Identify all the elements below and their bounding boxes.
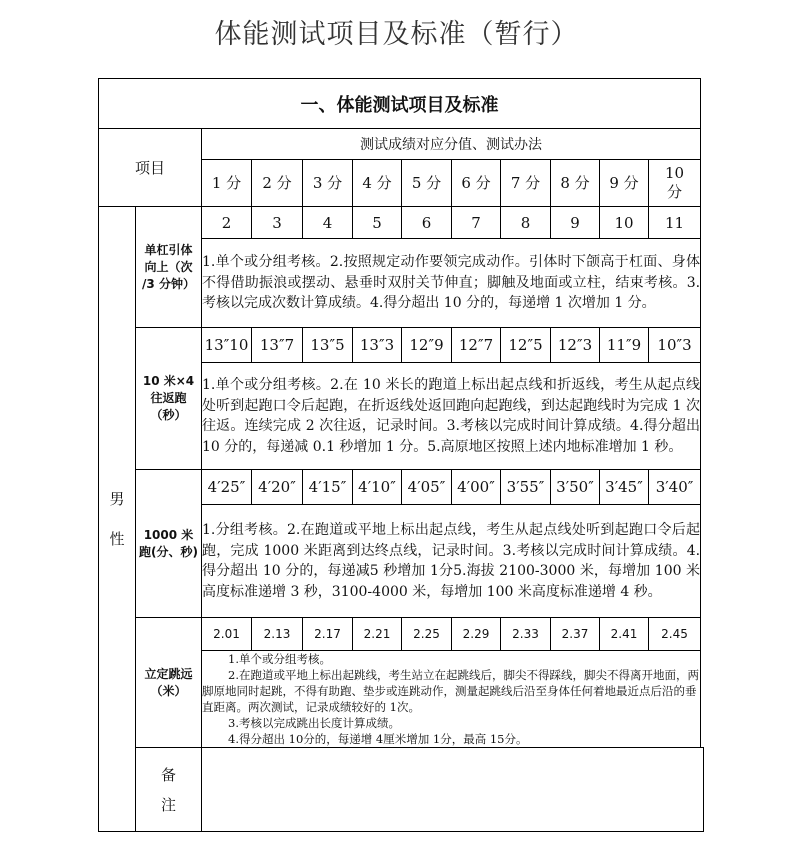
value-cell: 13″3	[353, 328, 402, 363]
score-header: 5 分	[402, 160, 452, 207]
value-cell: 13″5	[303, 328, 353, 363]
method-line: 1.单个或分组考核。	[228, 652, 331, 666]
item-name-line: 立定跳远	[144, 666, 193, 681]
item-name-line: （秒）	[150, 408, 187, 422]
score-header: 6 分	[452, 160, 501, 207]
score-header: 1 分	[202, 160, 252, 207]
value-cell: 2.21	[353, 618, 402, 651]
score-header: 10 分	[649, 160, 701, 207]
item-header: 项目	[99, 129, 202, 207]
value-cell: 5	[353, 207, 402, 239]
page-title: 体能测试项目及标准（暂行）	[214, 19, 579, 50]
value-cell: 2	[202, 207, 252, 239]
pullup-values-row	[99, 207, 704, 239]
value-cell: 2.45	[649, 618, 701, 651]
remark-label	[136, 748, 202, 832]
value-cell: 12″7	[452, 328, 501, 363]
section-title: 一、体能测试项目及标准	[99, 79, 701, 129]
method-text	[202, 651, 701, 748]
gender-label: 性	[109, 530, 125, 548]
value-cell: 4′25″	[202, 470, 252, 505]
score-group-header: 测试成绩对应分值、测试办法	[202, 129, 701, 160]
value-cell: 2.41	[600, 618, 649, 651]
method-line: 3.考核以完成跳出长度计算成绩。	[228, 716, 400, 730]
value-cell: 6	[402, 207, 452, 239]
value-cell: 4′00″	[452, 470, 501, 505]
shuttle-values-row	[99, 328, 704, 363]
value-cell: 4′05″	[402, 470, 452, 505]
longjump-values-row	[99, 618, 704, 651]
value-cell: 4′20″	[252, 470, 303, 505]
item-name-line: 单杠引体	[144, 242, 193, 257]
value-cell: 11	[649, 207, 701, 239]
value-cell: 3′55″	[501, 470, 551, 505]
remark-label-char: 备	[160, 765, 176, 784]
gender-label: 男	[109, 490, 125, 508]
value-cell: 3′45″	[600, 470, 649, 505]
value-cell: 2.33	[501, 618, 551, 651]
value-cell: 3	[252, 207, 303, 239]
value-cell: 10	[600, 207, 649, 239]
item-name-line: 1000 米	[143, 527, 194, 542]
score-header: 9 分	[600, 160, 649, 207]
remark-content	[202, 748, 704, 832]
value-cell: 8	[501, 207, 551, 239]
score-header: 7 分	[501, 160, 551, 207]
value-cell: 7	[452, 207, 501, 239]
value-cell: 12″3	[551, 328, 600, 363]
run1000-values-row	[99, 470, 704, 505]
value-cell: 11″9	[600, 328, 649, 363]
score-header: 3 分	[303, 160, 353, 207]
value-cell: 13″7	[252, 328, 303, 363]
method-text: 1.分组考核。2.在跑道或平地上标出起点线，考生从起点线处听到起跑口令后起跑，完成 1000 米距离到达终点线，记录时间。3.考核以完成时间计算成绩。4.得分超出 10 分的，每递减5 秒增加 1分5.海拔 2100-3000 米，每增加 100 米高度标准递增 3 秒，3100-4000 米，每增加 100 米高度标准递增 4 秒。	[202, 505, 701, 618]
value-cell: 12″5	[501, 328, 551, 363]
value-cell: 12″9	[402, 328, 452, 363]
value-cell: 2.29	[452, 618, 501, 651]
item-name-line: 往返跑	[150, 391, 187, 405]
value-cell: 10″3	[649, 328, 701, 363]
value-cell: 2.17	[303, 618, 353, 651]
value-cell: 4	[303, 207, 353, 239]
item-name-run1000	[136, 470, 202, 618]
item-name-line: 10 米×4	[142, 374, 195, 388]
method-line: 4.得分超出 10分的，每递增 4厘米增加 1分，最高 15分。	[228, 732, 528, 746]
standards-table	[98, 78, 704, 832]
value-cell: 3′40″	[649, 470, 701, 505]
item-name-shuttle	[136, 328, 202, 470]
value-cell: 13″10	[202, 328, 252, 363]
item-name-line: /3 分钟）	[142, 276, 195, 291]
item-name-line: （米）	[150, 683, 187, 698]
item-name-pullup	[136, 207, 202, 328]
item-name-line: 向上（次	[144, 259, 193, 274]
item-name-line: 跑(分、秒)	[139, 544, 198, 559]
method-text: 1.单个或分组考核。2.按照规定动作要领完成动作。引体时下颌高于杠面、身体不得借助振浪或摆动、悬垂时双肘关节伸直；脚触及地面或立柱，结束考核。3.考核以完成次数计算成绩。4.得分超出 10 分的，每递增 1 次增加 1 分。	[202, 239, 701, 328]
remark-label-char: 注	[160, 795, 176, 814]
value-cell: 4′15″	[303, 470, 353, 505]
value-cell: 2.01	[202, 618, 252, 651]
score-header: 4 分	[353, 160, 402, 207]
gender-cell	[99, 207, 136, 832]
value-cell: 4′10″	[353, 470, 402, 505]
method-line: 2.在跑道或平地上标出起跳线，考生站立在起跳线后，脚尖不得踩线，脚尖不得离开地面，两脚原地同时起跳，不得有助跑、垫步或连跳动作，测量起跳线后沿至身体任何着地最近点后沿的垂直距离。两次测试，记录成绩较好的 1次。	[202, 668, 699, 714]
value-cell: 3′50″	[551, 470, 600, 505]
score-header: 2 分	[252, 160, 303, 207]
value-cell: 2.37	[551, 618, 600, 651]
method-text: 1.单个或分组考核。2.在 10 米长的跑道上标出起点线和折返线，考生从起点线处听到起跑口令后起跑，在折返线处返回跑向起跑线，到达起跑线时为完成 1 次往返。连续完成 2 次往返，记录时间。3.考核以完成时间计算成绩。4.得分超出 10 分的，每递减 0.1 秒增加 1 分。5.高原地区按照上述内地标准增加 1 秒。	[202, 363, 701, 470]
value-cell: 2.13	[252, 618, 303, 651]
item-name-longjump	[136, 618, 202, 748]
value-cell: 2.25	[402, 618, 452, 651]
score-header: 8 分	[551, 160, 600, 207]
value-cell: 9	[551, 207, 600, 239]
